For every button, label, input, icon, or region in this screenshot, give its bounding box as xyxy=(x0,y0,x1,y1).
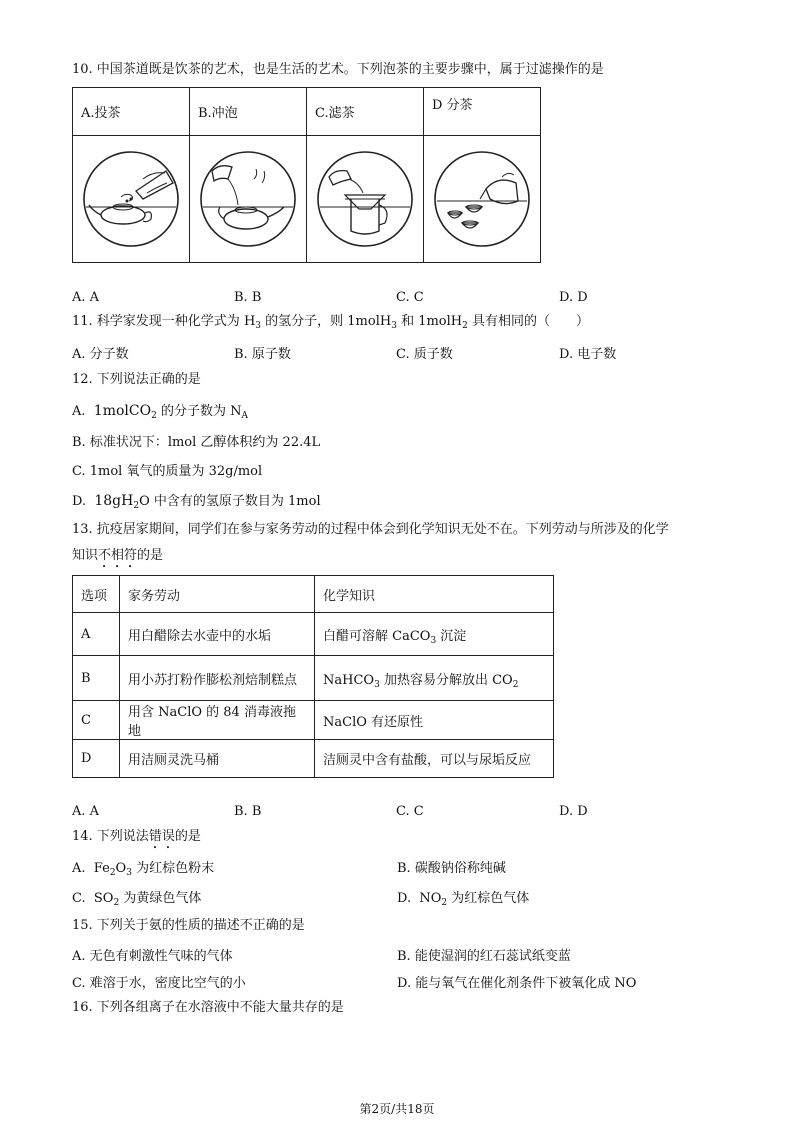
q13-option-d[interactable]: D. D xyxy=(559,804,588,819)
q10-image-d xyxy=(424,136,541,263)
q15-option-b[interactable]: B. 能使湿润的红石蕊试纸变蓝 xyxy=(397,949,571,964)
q13-header-labor: 家务劳动 xyxy=(120,576,315,613)
q13-option-b[interactable]: B. B xyxy=(234,804,262,819)
q15-option-a[interactable]: A. 无色有刺激性气味的气体 xyxy=(72,949,233,964)
q13-row-c-option: C xyxy=(73,701,120,740)
q13-row-d-labor: 用洁厕灵洗马桶 xyxy=(120,740,315,778)
q15-stem: 15. 下列关于氨的性质的描述不正确的是 xyxy=(72,918,305,933)
q14-option-a[interactable]: A. $Fe_2O_3$ 为红棕色粉末 xyxy=(72,861,215,878)
q13-row-d-knowledge: 洁厕灵中含有盐酸，可以与尿垢反应 xyxy=(315,740,554,778)
table-row xyxy=(73,656,554,701)
q11-option-d[interactable]: D. 电子数 xyxy=(559,347,617,362)
q12-option-c[interactable]: C. 1mol 氧气的质量为 32g/mol xyxy=(72,464,263,479)
q16-stem: 16. 下列各组离子在水溶液中不能大量共存的是 xyxy=(72,1000,344,1015)
q10-option-c[interactable]: C. C xyxy=(396,290,424,305)
q13-header-knowledge: 化学知识 xyxy=(315,576,554,613)
q13-row-c-knowledge: NaClO 有还原性 xyxy=(315,701,554,740)
q13-row-a-labor: 用白醋除去水壶中的水垢 xyxy=(120,613,315,656)
pouring-into-cups-icon xyxy=(432,149,532,249)
q10-col-d: D 分茶 xyxy=(424,88,541,136)
q10-option-b[interactable]: B. B xyxy=(234,290,262,305)
q10-option-a[interactable]: A. A xyxy=(72,290,100,305)
q12-stem: 12. 下列说法正确的是 xyxy=(72,372,201,387)
tea-filter-jug-icon xyxy=(315,149,415,249)
q11-option-b[interactable]: B. 原子数 xyxy=(234,347,291,362)
q10-col-b: B.冲泡 xyxy=(190,88,307,136)
q10-col-c: C.滤茶 xyxy=(307,88,424,136)
q13-row-d-option: D xyxy=(73,740,120,778)
q13-option-c[interactable]: C. C xyxy=(396,804,424,819)
q14-option-b[interactable]: B. 碳酸钠俗称纯碱 xyxy=(397,861,506,876)
q11-option-a[interactable]: A. 分子数 xyxy=(72,347,129,362)
kettle-pouring-water-icon xyxy=(198,149,298,249)
q11-stem: 11. 科学家发现一种化学式为 $H_3$ 的氢分子，则 1molH$_3$ 和 1molH$_2$ 具有相同的（ ） xyxy=(72,314,589,331)
q14-option-c[interactable]: C. $SO_2$ 为黄绿色气体 xyxy=(72,891,202,908)
q10-option-d[interactable]: D. D xyxy=(559,290,588,305)
q13-header-option: 选项 xyxy=(73,576,120,613)
q10-table xyxy=(72,87,541,263)
q14-option-d[interactable]: D. $NO_2$ 为红棕色气体 xyxy=(397,891,530,908)
q15-option-c[interactable]: C. 难溶于水，密度比空气的小 xyxy=(72,976,246,991)
q13-table xyxy=(72,575,554,778)
q15-option-d[interactable]: D. 能与氧气在催化剂条件下被氧化成 NO xyxy=(397,976,637,991)
page-number: 第2页/共18页 xyxy=(359,1102,435,1116)
q13-stem-line2: 知识不相符的是 xyxy=(72,548,164,563)
q12-option-d[interactable]: D. $18gH_2O$ 中含有的氢原子数目为 1mol xyxy=(72,493,321,511)
q10-col-a: A.投茶 xyxy=(73,88,190,136)
q12-option-b[interactable]: B. 标准状况下：lmol 乙醇体积约为 22.4L xyxy=(72,435,321,450)
table-row xyxy=(73,613,554,656)
q10-image-c xyxy=(307,136,424,263)
q13-row-b-labor: 用小苏打粉作膨松剂焙制糕点 xyxy=(120,656,315,701)
q13-row-a-option: A xyxy=(73,613,120,656)
q12-option-a[interactable]: A. 1molCO$_2$ 的分子数为 $N_A$ xyxy=(72,403,248,421)
table-row xyxy=(73,740,554,778)
q14-stem: 14. 下列说法错误的是 xyxy=(72,829,201,844)
q13-stem-line1: 13. 抗疫居家期间，同学们在参与家务劳动的过程中体会到化学知识无处不在。下列劳动与所涉及的化学 xyxy=(72,522,669,537)
q10-image-b xyxy=(190,136,307,263)
teapot-pouring-leaves-icon xyxy=(81,149,181,249)
q13-option-a[interactable]: A. A xyxy=(72,804,100,819)
q11-option-c[interactable]: C. 质子数 xyxy=(396,347,453,362)
q10-stem: 10. 中国茶道既是饮茶的艺术，也是生活的艺术。下列泡茶的主要步骤中，属于过滤操作的是 xyxy=(72,62,604,77)
q13-row-b-option: B xyxy=(73,656,120,701)
q13-row-c-labor: 用含 NaClO 的 84 消毒液拖地 xyxy=(120,701,315,740)
q13-row-a-knowledge: 白醋可溶解 CaCO$_3$ 沉淀 xyxy=(315,613,554,656)
q10-image-a xyxy=(73,136,190,263)
q13-row-b-knowledge: NaHCO$_3$ 加热容易分解放出 $CO_2$ xyxy=(315,656,554,701)
table-row xyxy=(73,701,554,740)
